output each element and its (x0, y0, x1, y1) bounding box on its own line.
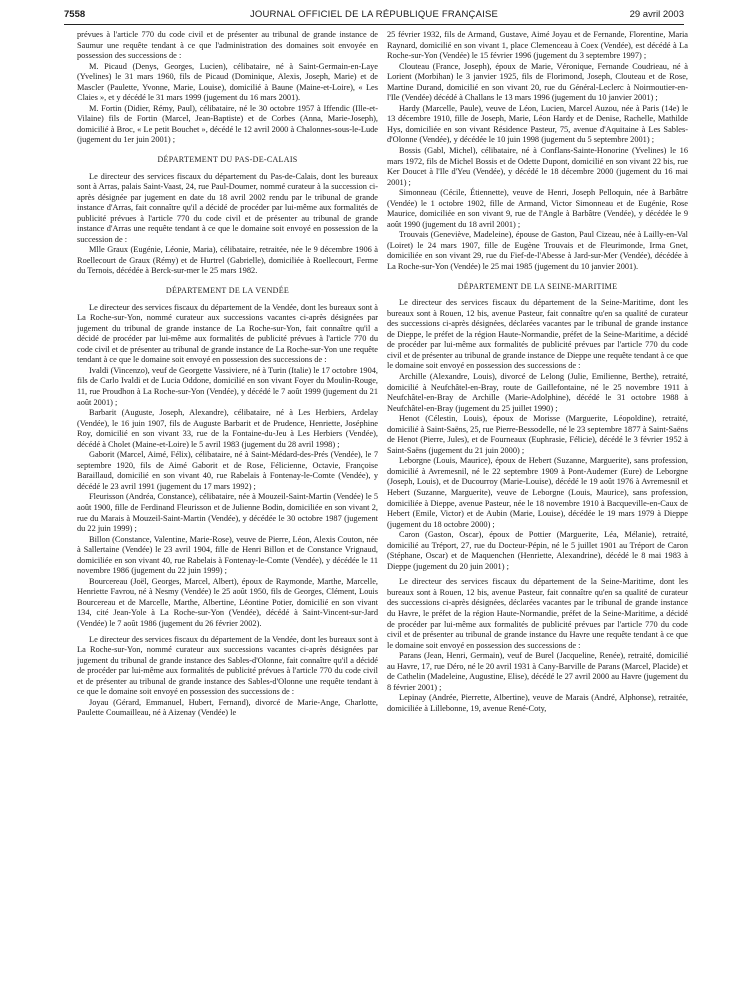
notice-paragraph: Joyau (Gérard, Emmanuel, Hubert, Fernand), divorcé de Marie-Ange, Charlotte, Paulette Coumailleau, né à Aizenay (Vendée) le (77, 697, 378, 718)
notice-paragraph: Le directeur des services fiscaux du département de la Vendée, dont les bureaux sont à La Roche-sur-Yon, nommé curateur aux successions vacantes ci-après désignées par jugement du tribunal de grande instance de La Roche-sur-Yon, fait connaître qu'il a décidé de procéder par lui-même aux formalités de publicité prévues à l'article 770 du code civil et de présenter au tribunal de grande instance de La Roche-sur-Yon une requête tendant à ce que le domaine soit envoyé en possession des successions de : (77, 302, 378, 365)
right-column (387, 30, 688, 985)
notice-paragraph: Fleurisson (Andréa, Constance), célibataire, née à Mouzeil-Saint-Martin (Vendée) le 5 août 1900, fille de Ferdinand Fleurisson et de Julienne Bodin, domiciliée en son vivant 2, rue du Marais à Mouzeil-Saint-Martin (Vendée), y décédée le 30 octobre 1987 (jugement du 22 juin 1999) ; (77, 492, 378, 534)
notice-paragraph: Trouvais (Geneviève, Madeleine), épouse de Gaston, Paul Cizeau, née à Lailly-en-Val (Loiret) le 24 mars 1907, fille de Eugène Trouvais et de Fleurimonde, Irma Gnet, domiciliée en son vivant 29, rue du Fief-de-l'Abesse à Jard-sur-Mer (Vendée), décédée à La Roche-sur-Yon (Vendée) le 25 mai 1985 (jugement du 10 janvier 2001). (387, 230, 688, 272)
page-header (64, 8, 684, 25)
notice-paragraph: Simonneau (Cécile, Étiennette), veuve de Henri, Joseph Pelloquin, née à Barbâtre (Vendée) le 1 octobre 1902, fille de Armand, Victor Simonneau et de Eugénie, Rose Maurice, domiciliée en son vivant 9, rue de l'Angle à Barbâtre (Vendée), y décédée le 9 août 1990 (jugement du 18 avril 2001) ; (387, 188, 688, 229)
continued-paragraph: 25 février 1932, fils de Armand, Gustave, Aimé Joyau et de Fernande, Florentine, Maria Raynard, domicilié en son vivant 1, place Clemenceau à Coex (Vendée), est décédé à La Roche-sur-Yon (Vendée) le 15 février 1996 (jugement du 3 septembre 1997) ; (387, 30, 688, 61)
journal-title: JOURNAL OFFICIEL DE LA RÉPUBLIQUE FRANÇAISE (249, 9, 499, 20)
notice-paragraph: Clouteau (France, Joseph), époux de Marie, Véronique, Fernande Coudrieau, né à Lorient (Morbihan) le 3 janvier 1925, fils de Florimond, Joseph, Clouteau et de Rose, Martine Durand, domicilié en son vivant 20, rue du Général-Leclerc à Noirmoutier-en-l'Ile (Vendée) décédé à Challans le 13 mars 1996 (jugement du 10 janvier 2001) ; (387, 61, 688, 103)
notice-paragraph: M. Fortin (Didier, Rémy, Paul), célibataire, né le 30 octobre 1957 à Iffendic (Ille-et-Vilaine) fils de Fortin (Marcel, Jean-Baptiste) et de Corbes (Anna, Marie-Joseph), domicilié à Broc, « Le petit Bouchet », décédé le 12 avril 2000 à Chalonnes-sous-le-Lude (jugement du 1er juin 2001) ; (77, 103, 378, 145)
notice-paragraph: Mlle Graux (Eugénie, Léonie, Maria), célibataire, retraitée, née le 9 décembre 1906 à Roellecourt de Graux (Rémy) et de Hurtrel (Gabrielle), domiciliée à Roellecourt, Ferme du Ternois, décédée à Berck-sur-mer le 25 mars 1982. (77, 245, 378, 276)
notice-paragraph: M. Picaud (Denys, Georges, Lucien), célibataire, né à Saint-Germain-en-Laye (Yvelines) le 31 mars 1960, fils de Picaud (Dominique, Alexis, Joseph, Marie) et de Mascler (Paulette, Yvonne, Marie, Louise), domicilié à Baune (Maine-et-Loire), « Les Claies », et y décédé le 31 mars 1999 (jugement du 16 mars 2001). (77, 61, 378, 103)
notice-paragraph: Ivaldi (Vincenzo), veuf de Georgette Vassiviere, né à Turin (Italie) le 17 octobre 1904, fils de Carlo Ivaldi et de Lucia Oddone, domicilié en son vivant Foyer du Moulin-Rouge, 11, rue Proudhon à La Roche-sur-Yon (Vendée), y décédé le 7 août 1999 (jugement du 21 août 2001) ; (77, 365, 378, 407)
notice-paragraph: Hardy (Marcelle, Paule), veuve de Léon, Lucien, Marcel Auzou, née à Paris (14e) le 13 décembre 1910, fille de Joseph, Marie, Léon Hardy et de Denise, Rachelle, Mathilde Hys, domiciliée en son vivant Résidence Pasteur, 75, avenue d'Aquitaine à Les Sables-d'Olonne (Vendée), y décédée le 10 juin 1998 (jugement du 5 septembre 2001) ; (387, 103, 688, 145)
notice-paragraph: Barbarit (Auguste, Joseph, Alexandre), célibataire, né à Les Herbiers, Ardelay (Vendée), le 16 juin 1907, fils de Auguste Barbarit et de Prudence, Henriette, Joséphine Roy, domicilié en son vivant 33, rue de la Fontaine-du-Jeu à Les Herbiers (Vendée), décédé à Cholet (Maine-et-Loire) le 5 avril 1983 (jugement du 28 avril 1998) ; (77, 408, 378, 449)
notice-paragraph: Gaborit (Marcel, Aimé, Félix), célibataire, né à Saint-Médard-des-Prés (Vendée), le 7 septembre 1920, fils de Aimé Gaborit et de Rose, Félicienne, Octavie, Françoise Baraillaud, domicilié en son vivant 40, rue Rabelais à Fontenay-le-Comte (Vendée), y décédé le 23 avril 1991 (jugement du 17 mars 1992) ; (77, 450, 378, 491)
notice-paragraph: Henot (Célestin, Louis), époux de Morisse (Marguerite, Léopoldine), retraité, domicilié à Saint-Saëns, 25, rue Pierre-Bessodelle, né le 23 septembre 1877 à Saint-Saëns de Henot (Pierre, Jules), et de Fourneaux (Euphrasie, Félicie), décédé le 3 février 1952 à Saint-Saëns (jugement du 21 juin 2000) ; (387, 414, 688, 455)
director-notice: Le directeur des services fiscaux du département de la Seine-Maritime, dont les bureaux sont à Rouen, 12 bis, avenue Pasteur, fait connaître qu'en sa qualité de curateur des successions ci-après désignées, déclarées vacantes par le tribunal de grande instance du Havre, le préfet de la région Haute-Normandie, préfet de la Seine-Maritime, a décidé de procéder par lui-même aux formalités de publicité prévues par l'article 770 du code civil et de présenter au tribunal de grande instance du Havre une requête tendant à ce que le domaine soit envoyé en possession des successions de : (387, 577, 688, 650)
director-notice: Le directeur des services fiscaux du département de la Vendée, dont les bureaux sont à La Roche-sur-Yon, nommé curateur aux successions vacantes ci-après désignées par jugement du tribunal de grande instance des Sables-d'Olonne, fait connaître qu'il a décidé de procéder par lui-même aux formalités de publicité prévues à l'article 770 du code civil et de présenter au tribunal de grande instance des Sables-d'Olonne une requête tendant à ce que le domaine soit envoyé en possession des successions de : (77, 634, 378, 697)
notice-paragraph: Archille (Alexandre, Louis), divorcé de Lelong (Julie, Emilienne, Berthe), retraité, domicilié à Neufchâtel-en-Bray, route de Gaillefontaine, né le 25 novembre 1911 à Neufchâtel-en-Bray de Archille (Marie-Adolphine), décédé le 31 octobre 1988 à Neufchâtel-en-Bray (jugement du 25 juillet 1990) ; (387, 371, 688, 413)
continued-paragraph: prévues à l'article 770 du code civil et de présenter au tribunal de grande instance de Saumur une requête tendant à ce que l'administration des domaines soit envoyée en possession des successions de : (77, 30, 378, 61)
department-heading: DÉPARTEMENT DU PAS-DE-CALAIS (157, 155, 298, 165)
notice-paragraph: Parans (Jean, Henri, Germain), veuf de Burel (Jacqueline, Renée), retraité, domicilié au Havre, 17, rue Déro, né le 20 avril 1931 à Cany-Barville de Parans (Marcel, Placide) et de Cathelin (Madeleine, Augustine, Elise), décédé le 27 avril 2000 au Havre (jugement du 8 février 2001) ; (387, 651, 688, 692)
notice-paragraph: Billon (Constance, Valentine, Marie-Rose), veuve de Pierre, Léon, Alexis Couton, née à Sallertaine (Vendée) le 23 avril 1904, fille de Henri Billon et de Constance Vrignaud, domiciliée en son vivant 40, rue Rabelais à Fontenay-le-Comte (Vendée), y décédée le 11 novembre 1986 (jugement du 22 juin 1999) ; (77, 534, 378, 576)
notice-paragraph: Le directeur des services fiscaux du département du Pas-de-Calais, dont les bureaux sont à Arras, palais Saint-Vaast, 24, rue Paul-Doumer, nommé curateur à la succession ci-après désignée par jugement en date du 18 avril 2002 rendu par le tribunal de grande instance d'Arras, fait connaître qu'il a décidé de procéder par lui-même aux formalités de publicité prévues à l'article 770 du code civil et de présenter au tribunal de grande instance d'Arras une requête tendant à ce que le domaine soit envoyé en possession de la succession de : (77, 171, 378, 244)
notice-paragraph: Le directeur des services fiscaux du département de la Seine-Maritime, dont les bureaux sont à Rouen, 12 bis, avenue Pasteur, fait connaître qu'en sa qualité de curateur des successions ci-après désignées, déclarées vacantes par le tribunal de grande instance de Dieppe, le préfet de la région Haute-Normandie, préfet de la Seine-Maritime, a décidé de procéder par lui-même aux formalités de publicité prévues par l'article 770 du code civil et de présenter au tribunal de grande instance de Dieppe une requête tendant à ce que le domaine soit envoyé en possession des successions de : (387, 298, 688, 371)
notice-paragraph: Lepinay (Andrée, Pierrette, Albertine), veuve de Marais (André, Alphonse), retraitée, domiciliée à Lillebonne, 19, avenue René-Coty, (387, 693, 688, 713)
notice-paragraph: Bossis (Gabl, Michel), célibataire, né à Conflans-Sainte-Honorine (Yvelines) le 16 mars 1972, fils de Michel Bossis et de Odette Dupont, domicilié en son vivant 22 bis, rue Ker Doucet à l'Ile d'Yeu (Vendée), y décédé le 18 décembre 2000 (jugement du 16 mai 2001) ; (387, 146, 688, 187)
notice-paragraph: Caron (Gaston, Oscar), époux de Pottier (Marguerite, Léa, Mélanie), retraité, domicilié au Tréport, 27, rue du Docteur-Pépin, né le 5 juillet 1901 au Tréport de Caron (Stéphane, Oscar) et de Maquenchen (Henriette, Alexandrine), décédé le 8 mai 1983 à Dieppe (jugement du 20 juin 2001) ; (387, 530, 688, 571)
department-heading: DÉPARTEMENT DE LA VENDÉE (165, 286, 290, 296)
page-number: 7558 (64, 9, 86, 20)
left-column (77, 30, 378, 985)
notice-paragraph: Leborgne (Louis, Maurice), époux de Hebert (Suzanne, Marguerite), sans profession, domicilié à Avremesnil, né le 22 septembre 1909 à Pont-Audemer (Eure) de Leborgne (Joseph, Louis), et de Ducourroy (Marie-Louise), décédé le 19 août 1976 à Avremesnil et Hebert (Suzanne, Marguerite), veuve de Leborgne (Louis, Maurice), sans profession, domiciliée à Dieppe, avenue Pasteur, née le 18 novembre 1910 à Bacqueville-en-Caux de Hebert (Emile, Victor) et de Aubin (Marie, Louise), décédée le 19 mars 1979 à Dieppe (jugement du 18 octobre 2000) ; (387, 456, 688, 529)
notice-paragraph: Bourcereau (Joël, Georges, Marcel, Albert), époux de Raymonde, Marthe, Marcelle, Henriette Favrou, né à Nesmy (Vendée) le 25 août 1950, fils de Georges, Clément, Louis Bourcereau et de Marcelle, Marthe, Albertine, Léontine Potier, domicilié en son vivant 134, cité Jean-Yole à La Roche-sur-Yon (Vendée), décédé à Saint-Vincent-sur-Jard (Vendée) le 7 août 1986 (jugement du 26 février 2002). (77, 576, 378, 628)
issue-date: 29 avril 2003 (629, 9, 684, 20)
department-heading: DÉPARTEMENT DE LA SEINE-MARITIME (457, 281, 618, 291)
